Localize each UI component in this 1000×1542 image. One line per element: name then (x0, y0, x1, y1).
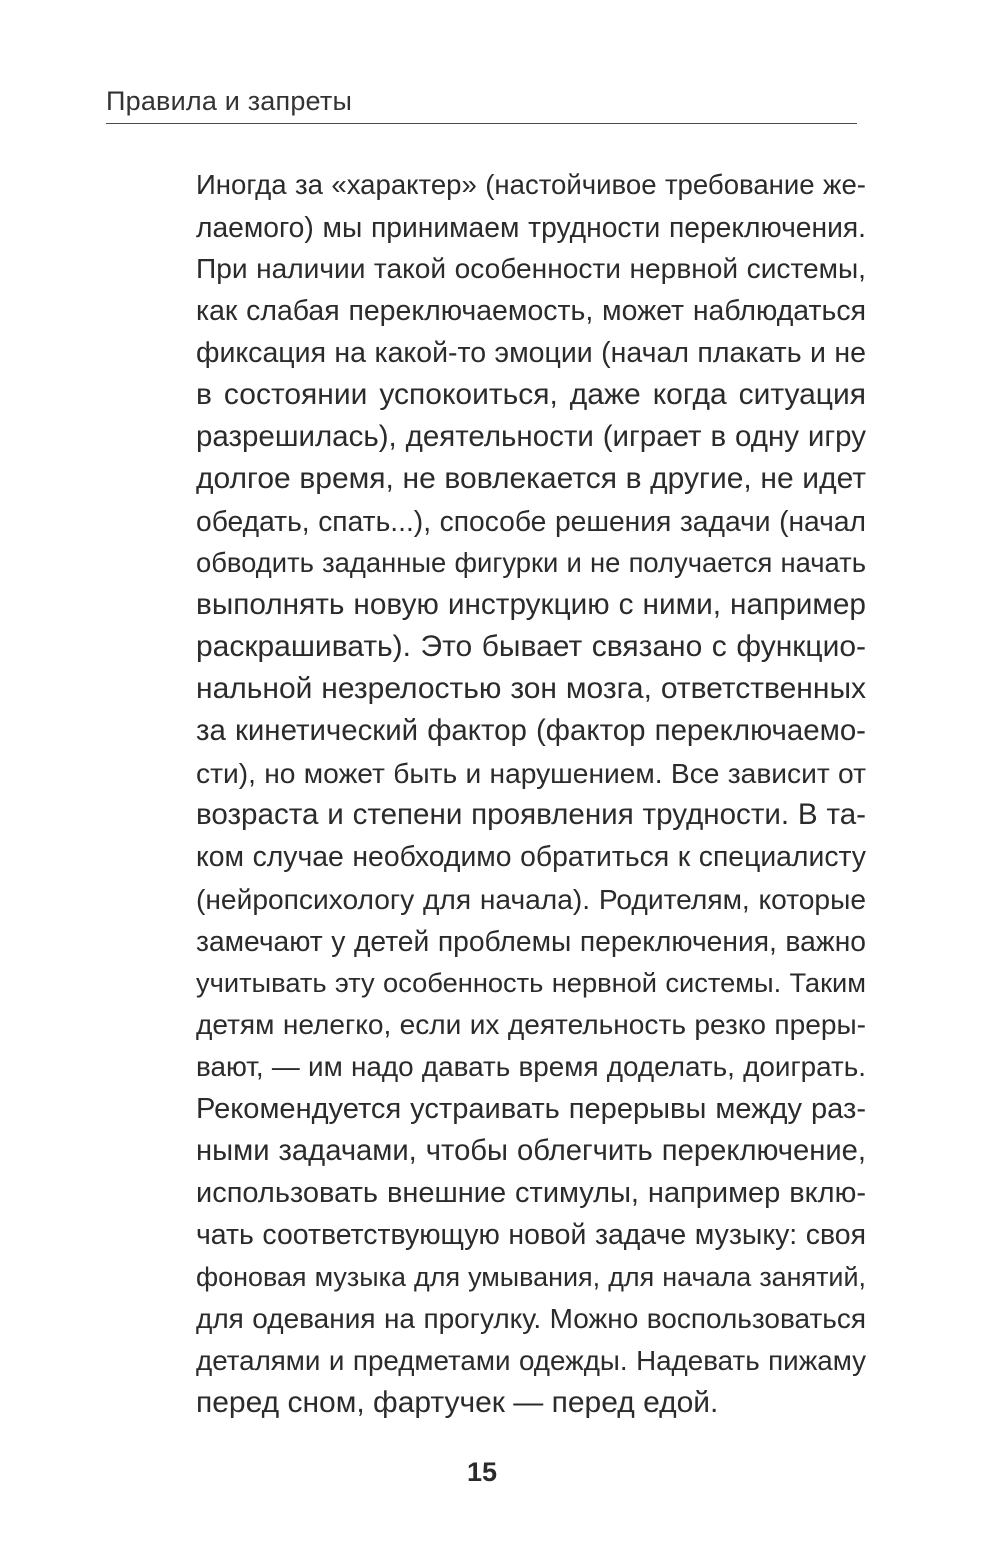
paragraph-line: в состоянии успокоиться, даже когда ситуация (196, 378, 866, 411)
paragraph-line: выполнять новую инструкцию с ними, например (196, 588, 866, 621)
paragraph-line: вают, — им надо давать время доделать, доиграть. (196, 1051, 866, 1082)
paragraph-line: за кинетический фактор (фактор переключаемо- (196, 714, 866, 747)
paragraph-line: раскрашивать). Это бывает связано с функцио- (196, 630, 866, 663)
header-divider (106, 123, 857, 124)
paragraph-line: нальной незрелостью зон мозга, ответственных (196, 672, 866, 705)
running-header: Правила и запреты (106, 86, 353, 116)
paragraph-line: обедать, спать...), способе решения задачи (начал (196, 505, 866, 537)
paragraph-line: учитывать эту особенность нервной системы. Таким (196, 967, 866, 998)
paragraph-line: ными задачами, чтобы облегчить переключение, (196, 1135, 866, 1167)
page-number: 15 (466, 1457, 498, 1487)
paragraph-line: для одевания на прогулку. Можно воспользоваться (196, 1303, 866, 1334)
paragraph-line: обводить заданные фигурки и не получается начать (196, 547, 866, 578)
paragraph-line: использовать внешние стимулы, например вклю- (196, 1177, 866, 1209)
paragraph-line: При наличии такой особенности нервной системы, (196, 253, 866, 284)
paragraph-line: фиксация на какой-то эмоции (начал плакать и не (196, 337, 866, 369)
paragraph-line: возраста и степени проявления трудности. В та- (196, 798, 866, 831)
paragraph-line: разрешилась), деятельности (играет в одну игру (196, 420, 866, 453)
paragraph-line: как слабая переключаемость, может наблюдаться (196, 295, 866, 327)
paragraph-line: деталями и предметами одежды. Надевать пижаму (196, 1345, 866, 1376)
paragraph-line: детям нелегко, если их деятельность резко преры- (196, 1009, 866, 1040)
paragraph-line: сти), но может быть и нарушением. Все зависит от (196, 757, 866, 789)
paragraph-line: (нейропсихологу для начала). Родителям, которые (196, 883, 866, 915)
paragraph-line: Рекомендуется устраивать перерывы между раз- (196, 1093, 866, 1125)
paragraph-line: лаемого) мы принимаем трудности переключения. (196, 211, 866, 243)
paragraph-line: фоновая музыка для умывания, для начала занятий, (196, 1262, 866, 1292)
paragraph-line: долгое время, не вовлекается в другие, не идет (196, 462, 866, 495)
paragraph-line: Иногда за «характер» (настойчивое требование же- (196, 169, 866, 200)
paragraph-line: перед сном, фартучек — перед едой. (196, 1386, 719, 1419)
paragraph-line: чать соответствующую новой задаче музыку: своя (196, 1219, 866, 1251)
paragraph-line: замечают у детей проблемы переключения, важно (196, 925, 866, 957)
body-paragraph (196, 164, 866, 1424)
paragraph-line: ком случае необходимо обратиться к специалисту (196, 841, 866, 873)
